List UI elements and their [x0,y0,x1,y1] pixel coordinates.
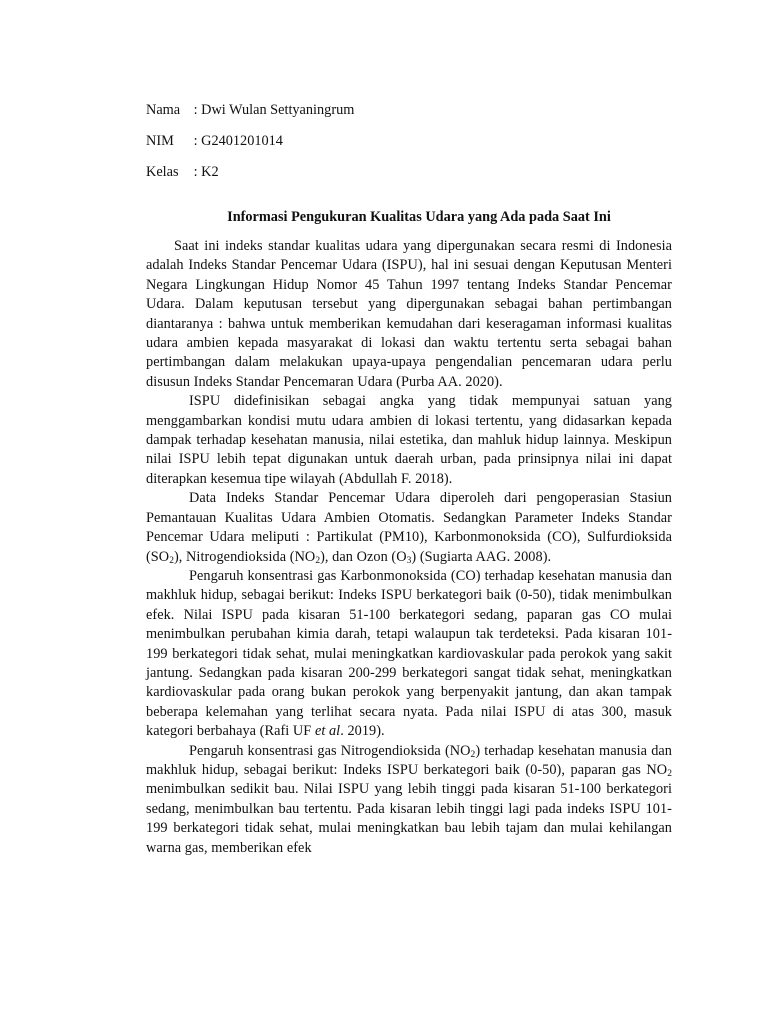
o3-subscript: 3 [406,555,412,566]
paragraph-4-text-1: Pengaruh konsentrasi gas Karbonmonoksida (CO) terhadap kesehatan manusia dan makhluk hidup, sebagai berikut: Indeks ISPU berkategori baik (0-50), tidak menimbulkan efek. Nilai ISPU pada kisaran 51-100 berkategori sedang, paparan gas CO mulai menimbulkan perubahan kimia darah, tetapi walaupun tak terdeteksi. Pada kisaran 101-199 berkategori tidak sehat, mulai meningkatkan kardiovaskular pada perokok yang sakit jantung. Sedangkan pada kisaran 200-299 berkategori sangat tidak sehat, meningkatkan kardiovaskular pada orang bukan perokok yang berpenyakit jantung, dan akan tampak beberapa kelemahan yang terlihat secara nyata. Pada nilai ISPU di atas 300, masuk kategori berbahaya (Rafi UF [146,567,672,740]
name-label: Nama [146,102,181,118]
class-value: : K2 [193,164,219,180]
paragraph-4-text-2: . 2019). [340,723,385,740]
paragraph-3-text-2: ), Nitrogendioksida (NO [174,548,316,565]
nim-label: NIM [146,133,174,149]
paragraph-3-text-1: Data Indeks Standar Pencemar Udara diperoleh dari pengoperasian Stasiun Pemantauan Kualitas Udara Ambien Otomatis. Sedangkan Parameter Indeks Standar Pencemar Udara meliputi : Partikulat (PM10), Karbonmonoksida (CO), Sulfurdioksida (SO [146,490,672,565]
name-row [146,98,672,129]
paragraph-3-text-4: ) (Sugiarta AAG. 2008). [411,548,552,565]
so2-subscript: 2 [169,555,174,566]
paragraph-3 [146,489,672,567]
et-al-italic: et al [314,723,341,740]
paragraph-2: ISPU didefinisikan sebagai angka yang tidak mempunyai satuan yang menggambarkan kondisi mutu udara ambien di lokasi tertentu, yang didasarkan kepada dampak terhadap kesehatan manusia, nilai estetika, dan mahluk hidup lainnya. Meskipun nilai ISPU lebih tepat digunakan untuk daerah urban, pada prinsipnya nilai ini dapat diterapkan kesemua tipe wilayah (Abdullah F. 2018). [146,393,672,487]
paragraph-1: Saat ini indeks standar kualitas udara yang dipergunakan secara resmi di Indonesia adalah Indeks Standar Pencemar Udara (ISPU), hal ini sesuai dengan Keputusan Menteri Negara Lingkungan Hidup Nomor 45 Tahun 1997 tentang Indeks Standar Pencemar Udara. Dalam keputusan tersebut yang dipergunakan sebagai bahan pertimbangan diantaranya : bahwa untuk memberikan kemudahan dari keseragaman informasi kualitas udara ambien kepada masyarakat di lokasi dan waktu tertentu serta sebagai bahan pertimbangan dalam melakukan upaya-upaya pengendalian pencemaran udara perlu disusun Indeks Standar Pencemaran Udara (Purba AA. 2020). [146,238,672,390]
nim-row [146,129,672,160]
class-label: Kelas [146,164,179,180]
paragraph-4 [146,567,672,742]
document-title: Informasi Pengukuran Kualitas Udara yang Ada pada Saat Ini [227,209,611,225]
paragraph-3-text-3: ), dan Ozon (O [320,548,407,565]
no2-subscript-a: 2 [470,749,476,760]
nim-value: : G2401201014 [193,133,283,149]
paragraph-5 [146,742,672,858]
no2-subscript: 2 [315,555,321,566]
paragraph-5-text-3: menimbulkan sedikit bau. Nilai ISPU yang lebih tinggi pada kisaran 51-100 berkategori sedang, menimbulkan bau tertentu. Pada kisaran lebih tinggi lagi pada indeks ISPU 101-199 berkategori tidak sehat, mulai meningkatkan bau lebih tajam dan mulai kehilangan warna gas, memberikan efek [146,781,672,856]
paragraph-5-text-1: Pengaruh konsentrasi gas Nitrogendioksida (NO [189,742,471,759]
document-page [146,98,672,858]
class-row [146,160,672,191]
name-value: : Dwi Wulan Settyaningrum [193,102,355,118]
no2-subscript-b: 2 [667,768,672,779]
paragraph-5-text-2: ) terhadap kesehatan manusia dan makhluk hidup, sebagai berikut: Indeks ISPU berkategori baik (0-50), paparan gas NO [146,742,672,778]
